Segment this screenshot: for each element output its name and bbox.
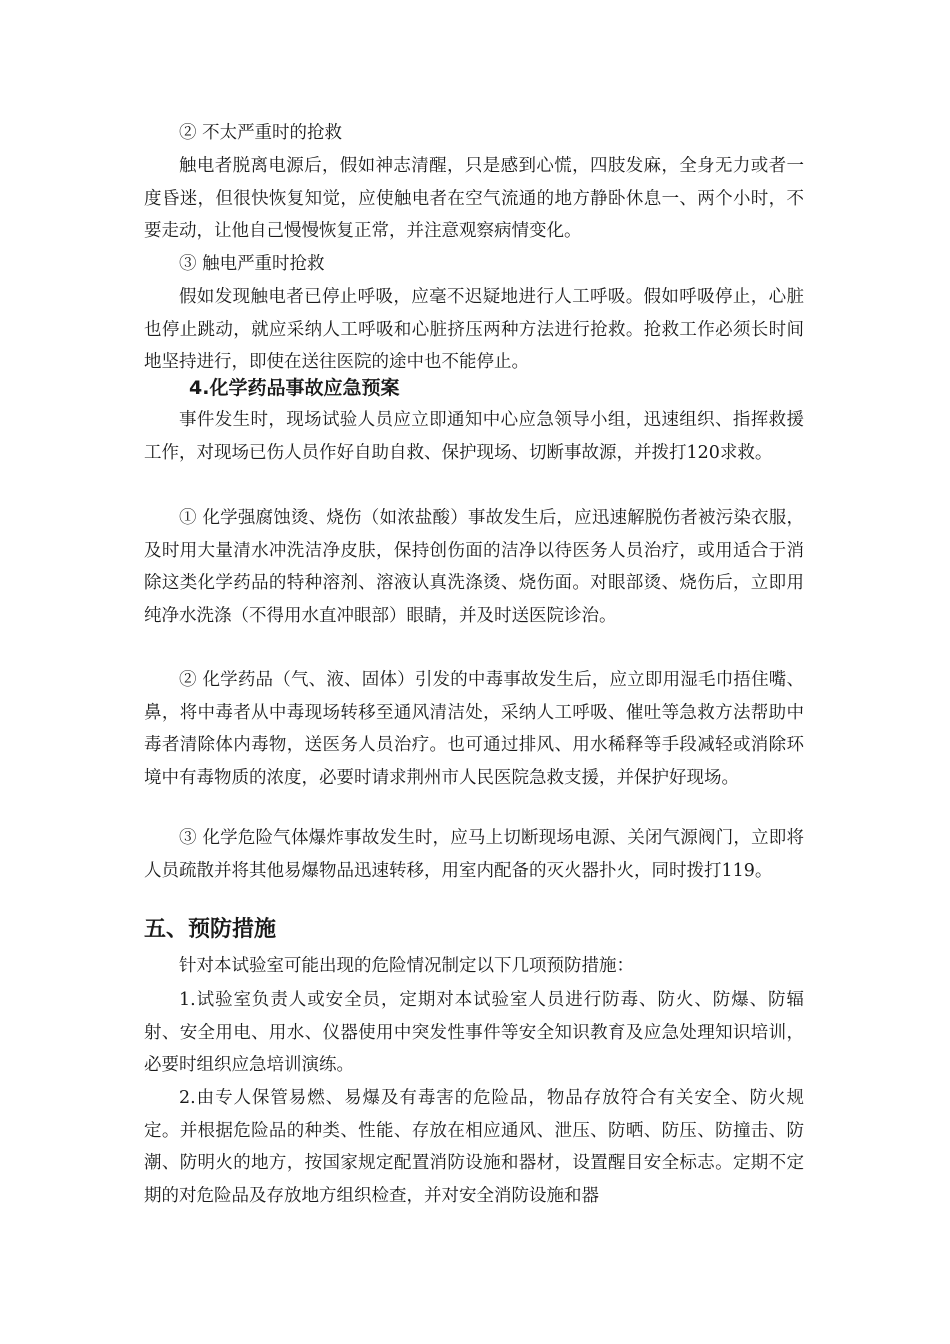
paragraph-chemical-intro: 事件发生时，现场试验人员应立即通知中心应急领导小组，迅速组织、指挥救援工作，对现场已伤人员作好自助自救、保护现场、切断事故源，并拨打120求救。: [144, 410, 804, 463]
subheading-minor-rescue: ② 不太严重时的抢救: [179, 123, 343, 143]
heading-chemical-plan: 4.化学药品事故应急预案: [189, 377, 400, 399]
paragraph-chemical-poisoning: ② 化学药品（气、液、固体）引发的中毒事故发生后，应立即用湿毛巾捂住嘴、鼻，将中毒者从中毒现场转移至通风清洁处，采纳人工呼吸、催吐等急救方法帮助中毒者清除体内毒物，送医务人员治疗。也可通过排风、用水稀释等手段减轻或消除环境中有毒物质的浓度，必要时请求荆州市人民医院急救支援，并保护好现场。: [144, 670, 804, 788]
subheading-severe-rescue: ③ 触电严重时抢救: [179, 254, 325, 274]
paragraph-gas-explosion: ③ 化学危险气体爆炸事故发生时，应马上切断现场电源、关闭气源阀门，立即将人员疏散并将其他易爆物品迅速转移，用室内配备的灭火器扑火，同时拨打119。: [144, 828, 804, 881]
paragraph-minor-rescue: 触电者脱离电源后，假如神志清醒，只是感到心慌，四肢发麻，全身无力或者一度昏迷，但很快恢复知觉，应使触电者在空气流通的地方静卧休息一、两个小时，不要走动，让他自己慢慢恢复正常，并注意观察病情变化。: [144, 156, 804, 241]
paragraph-prevention-2: 2.由专人保管易燃、易爆及有毒害的危险品，物品存放符合有关安全、防火规定。并根据危险品的种类、性能、存放在相应通风、泄压、防晒、防压、防撞击、防潮、防明火的地方，按国家规定配置消防设施和器材，设置醒目安全标志。定期不定期的对危险品及存放地方组织检查，并对安全消防设施和器: [144, 1088, 804, 1206]
paragraph-severe-rescue: 假如发现触电者已停止呼吸，应毫不迟疑地进行人工呼吸。假如呼吸停止，心脏也停止跳动，就应采纳人工呼吸和心脏挤压两种方法进行抢救。抢救工作必须长时间地坚持进行，即使在送往医院的途中也不能停止。: [144, 287, 804, 372]
heading-prevention: 五、预防措施: [144, 917, 277, 942]
paragraph-prevention-1: 1.试验室负责人或安全员，定期对本试验室人员进行防毒、防火、防爆、防辐射、安全用电、用水、仪器使用中突发性事件等安全知识教育及应急处理知识培训，必要时组织应急培训演练。: [144, 990, 804, 1075]
paragraph-prevention-intro: 针对本试验室可能出现的危险情况制定以下几项预防措施：: [179, 956, 634, 976]
paragraph-chemical-burns: ① 化学强腐蚀烫、烧伤（如浓盐酸）事故发生后，应迅速解脱伤者被污染衣服，及时用大量清水冲洗洁净皮肤，保持创伤面的洁净以待医务人员治疗，或用适合于消除这类化学药品的特种溶剂、溶液认真洗涤烫、烧伤面。对眼部烫、烧伤后，立即用纯净水洗涤（不得用水直冲眼部）眼睛，并及时送医院诊治。: [144, 508, 804, 626]
